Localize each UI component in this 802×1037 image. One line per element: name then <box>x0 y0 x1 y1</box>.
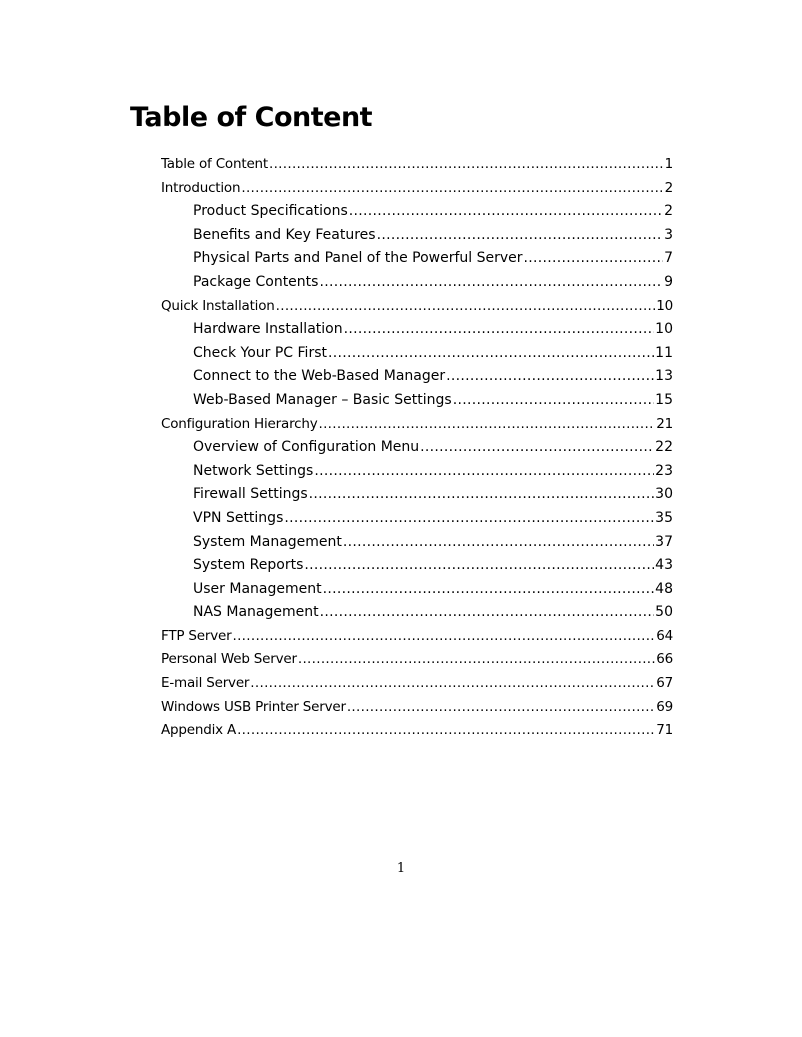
toc-entry-page-number: 11 <box>655 344 673 361</box>
toc-dot-leader <box>377 224 664 248</box>
toc-entry-label: Web-Based Manager – Basic Settings <box>193 391 452 408</box>
toc-dot-leader <box>323 578 655 602</box>
toc-entry[interactable] <box>161 507 673 531</box>
toc-dot-leader <box>524 247 664 271</box>
toc-dot-leader <box>349 200 663 224</box>
toc-dot-leader <box>344 318 655 342</box>
toc-entry-page-number: 48 <box>655 580 673 597</box>
toc-entry-page-number: 13 <box>655 368 673 385</box>
toc-entry[interactable] <box>161 389 673 413</box>
toc-entry[interactable] <box>161 578 673 602</box>
page-number: 1 <box>396 861 406 876</box>
toc-dot-leader <box>269 153 664 177</box>
toc-entry-page-number: 43 <box>655 557 673 574</box>
toc-entry-label: Network Settings <box>193 462 314 479</box>
toc-entry-label: User Management <box>193 580 322 597</box>
toc-entry-label: Physical Parts and Panel of the Powerful Server <box>193 250 523 267</box>
toc-entry-page-number: 71 <box>656 722 673 739</box>
toc-dot-leader <box>304 554 654 578</box>
toc-entry-page-number: 1 <box>664 156 673 172</box>
toc-entry[interactable] <box>161 247 673 271</box>
toc-entry[interactable] <box>161 342 673 366</box>
toc-entry[interactable] <box>161 696 673 720</box>
toc-entry-page-number: 10 <box>656 297 673 314</box>
toc-entry-label: FTP Server <box>161 627 232 644</box>
toc-dot-leader <box>250 672 655 696</box>
page-title: Table of Content <box>130 102 373 133</box>
toc-entry[interactable] <box>161 200 673 224</box>
toc-entry-page-number: 30 <box>655 486 673 503</box>
toc-entry[interactable] <box>161 672 673 696</box>
toc-entry-page-number: 67 <box>656 675 673 692</box>
toc-dot-leader <box>320 601 655 625</box>
toc-entry-label: Benefits and Key Features <box>193 226 376 243</box>
toc-dot-leader <box>284 507 654 531</box>
toc-entry-page-number: 35 <box>655 509 673 526</box>
toc-dot-leader <box>328 342 654 366</box>
toc-entry-page-number: 37 <box>655 533 673 550</box>
toc-entry[interactable] <box>161 365 673 389</box>
toc-dot-leader <box>309 483 655 507</box>
toc-entry-label: Personal Web Server <box>161 651 297 668</box>
toc-entry-label: Hardware Installation <box>193 321 343 338</box>
toc-dot-leader <box>347 696 655 720</box>
toc-entry-page-number: 22 <box>655 439 673 456</box>
toc-entry-page-number: 69 <box>656 698 673 715</box>
table-of-contents <box>161 153 673 743</box>
toc-entry-label: Package Contents <box>193 273 319 290</box>
toc-entry[interactable] <box>161 719 673 743</box>
toc-entry-page-number: 21 <box>656 415 673 432</box>
toc-dot-leader <box>343 531 654 555</box>
toc-entry[interactable] <box>161 554 673 578</box>
toc-entry-page-number: 7 <box>664 250 673 267</box>
toc-entry[interactable] <box>161 460 673 484</box>
toc-dot-leader <box>319 271 663 295</box>
toc-entry-label: E-mail Server <box>161 675 250 692</box>
toc-dot-leader <box>276 295 656 319</box>
toc-entry-label: Appendix A <box>161 722 237 739</box>
toc-dot-leader <box>453 389 654 413</box>
toc-dot-leader <box>232 625 655 649</box>
toc-entry-label: Quick Installation <box>161 297 275 314</box>
toc-entry[interactable] <box>161 177 673 201</box>
toc-dot-leader <box>420 436 654 460</box>
toc-entry-page-number: 64 <box>656 627 673 644</box>
toc-entry[interactable] <box>161 601 673 625</box>
toc-entry-label: Firewall Settings <box>193 486 308 503</box>
toc-entry-label: Configuration Hierarchy <box>161 415 318 432</box>
toc-entry[interactable] <box>161 648 673 672</box>
toc-entry[interactable] <box>161 224 673 248</box>
toc-entry-label: Product Specifications <box>193 203 348 220</box>
toc-entry[interactable] <box>161 531 673 555</box>
toc-entry[interactable] <box>161 413 673 437</box>
toc-dot-leader <box>298 648 655 672</box>
toc-entry-page-number: 3 <box>664 226 673 243</box>
toc-dot-leader <box>314 460 654 484</box>
toc-entry[interactable] <box>161 625 673 649</box>
toc-entry-label: Windows USB Printer Server <box>161 698 346 715</box>
toc-entry[interactable] <box>161 483 673 507</box>
toc-dot-leader <box>319 413 656 437</box>
toc-entry-label: Check Your PC First <box>193 344 327 361</box>
toc-entry-label: Introduction <box>161 179 241 196</box>
toc-entry-label: VPN Settings <box>193 509 284 526</box>
toc-entry[interactable] <box>161 153 673 177</box>
toc-entry-page-number: 9 <box>664 273 673 290</box>
toc-entry-page-number: 10 <box>655 321 673 338</box>
toc-entry[interactable] <box>161 318 673 342</box>
toc-entry-label: Overview of Configuration Menu <box>193 439 420 456</box>
toc-entry-label: System Reports <box>193 557 304 574</box>
toc-entry-label: Table of Content <box>161 156 268 172</box>
toc-entry-page-number: 2 <box>664 179 673 196</box>
toc-entry-page-number: 15 <box>655 391 673 408</box>
toc-entry-page-number: 2 <box>664 203 673 220</box>
toc-entry-label: Connect to the Web-Based Manager <box>193 368 446 385</box>
toc-dot-leader <box>237 719 655 743</box>
toc-dot-leader <box>446 365 654 389</box>
toc-entry[interactable] <box>161 436 673 460</box>
toc-entry-page-number: 23 <box>655 462 673 479</box>
toc-entry-page-number: 66 <box>656 651 673 668</box>
toc-dot-leader <box>241 177 663 201</box>
toc-entry-label: System Management <box>193 533 342 550</box>
toc-entry-page-number: 50 <box>655 604 673 621</box>
toc-entry[interactable] <box>161 295 673 319</box>
toc-entry[interactable] <box>161 271 673 295</box>
toc-entry-label: NAS Management <box>193 604 319 621</box>
